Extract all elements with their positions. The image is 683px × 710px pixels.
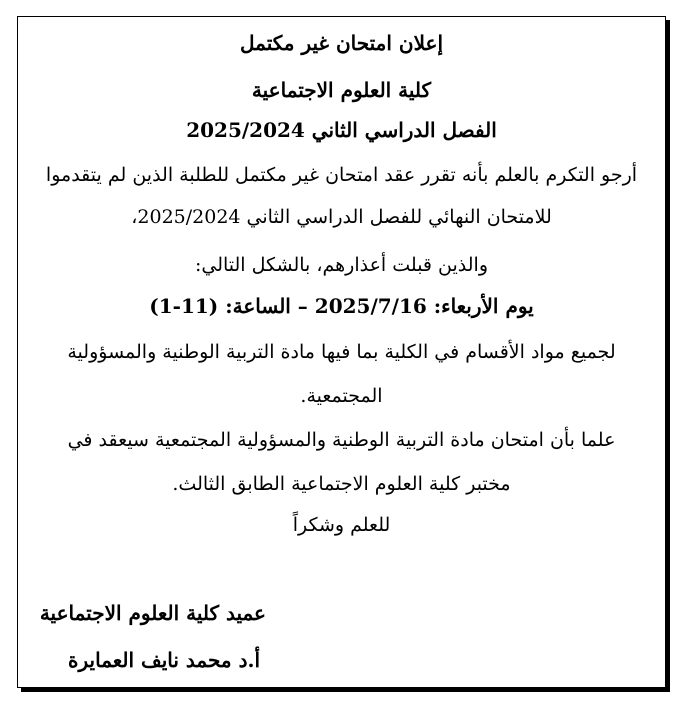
scope-line-1: لجميع مواد الأقسام في الكلية بما فيها مادة التربية الوطنية والمسؤولية — [67, 341, 616, 363]
note-line-1: علما بأن امتحان مادة التربية الوطنية والمسؤولية المجتمعية سيعقد في — [67, 429, 616, 451]
signature-name: أ.د محمد نايف العمايرة — [68, 648, 260, 672]
note-line-2: مختبر كلية العلوم الاجتماعية الطابق الثالث. — [172, 473, 511, 495]
closing-text: للعلم وشكراً — [292, 514, 391, 536]
exam-schedule: يوم الأربعاء: 2025/7/16 – الساعة: (11-1) — [149, 294, 534, 318]
signature-position: عميد كلية العلوم الاجتماعية — [39, 601, 266, 625]
announcement-title: إعلان امتحان غير مكتمل — [239, 31, 444, 55]
body-line-2: للامتحان النهائي للفصل الدراسي الثاني 2025/2024، — [131, 206, 552, 228]
body-line-3: والذين قبلت أعذارهم، بالشكل التالي: — [194, 254, 489, 276]
announcement-frame — [17, 16, 666, 688]
college-name: كلية العلوم الاجتماعية — [251, 78, 432, 102]
body-line-1: أرجو التكرم بالعلم بأنه تقرر عقد امتحان غير مكتمل للطلبة الذين لم يتقدموا — [45, 164, 638, 186]
scope-line-2: المجتمعية. — [300, 385, 383, 407]
semester-title: الفصل الدراسي الثاني 2025/2024 — [186, 118, 497, 142]
